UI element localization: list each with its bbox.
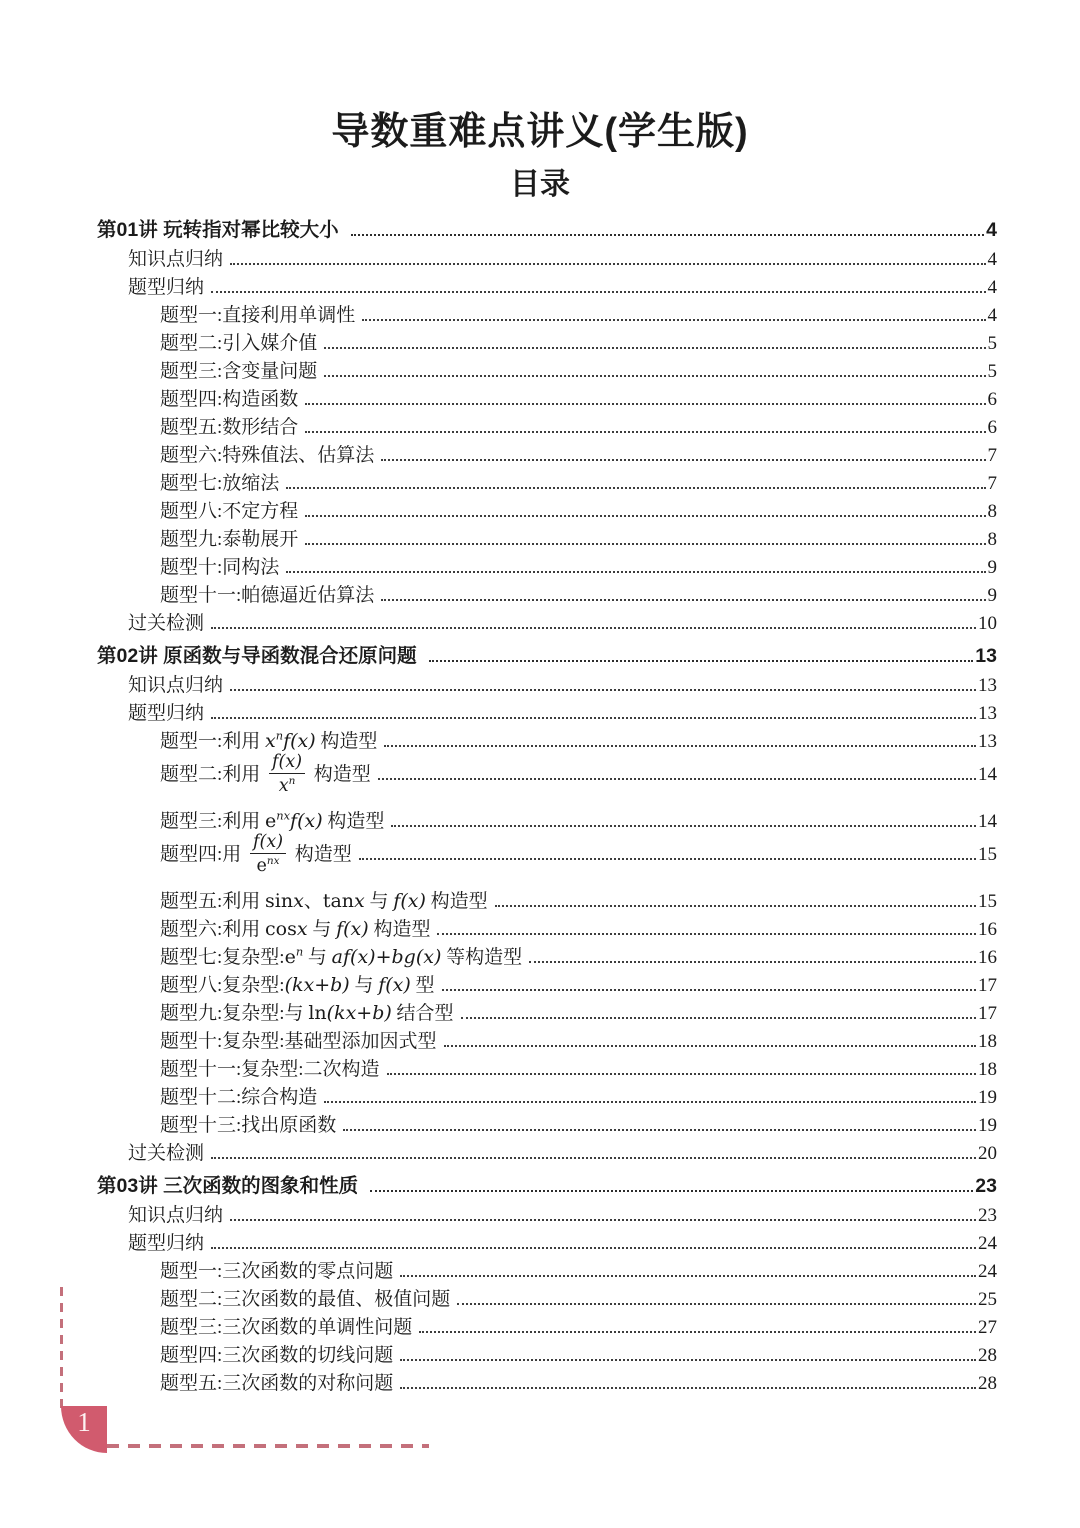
toc-entry-page: 16 <box>978 918 997 940</box>
toc-entry <box>97 806 997 834</box>
toc-entry-page: 6 <box>987 416 997 438</box>
dot-leader <box>384 745 976 747</box>
toc-entry-page: 4 <box>987 304 997 326</box>
toc-entry <box>97 698 997 726</box>
toc-entry-page: 5 <box>987 332 997 354</box>
toc-entry <box>97 552 997 580</box>
dot-leader <box>324 1101 976 1103</box>
toc-entry-page: 19 <box>978 1086 997 1108</box>
toc-entry-page: 13 <box>975 644 997 667</box>
toc-entry-page: 28 <box>978 1344 997 1366</box>
toc-entry-page: 17 <box>978 974 997 996</box>
toc-entry <box>97 670 997 698</box>
toc-entry <box>97 1110 997 1138</box>
dot-leader <box>230 263 985 265</box>
toc-entry <box>97 524 997 552</box>
toc-entry <box>97 1368 997 1396</box>
dot-leader <box>286 487 985 489</box>
toc-entry <box>97 886 997 914</box>
toc-entry-page: 9 <box>987 584 997 606</box>
toc-entry-page: 18 <box>978 1058 997 1080</box>
toc-entry-page: 7 <box>987 472 997 494</box>
dot-leader <box>437 933 976 935</box>
toc-entry-page: 23 <box>978 1204 997 1226</box>
toc-entry-page: 16 <box>978 946 997 968</box>
table-of-contents <box>0 214 1080 1396</box>
toc-entry-label: 题型十:同构法 <box>160 556 280 578</box>
toc-entry <box>97 580 997 608</box>
dot-leader <box>444 1045 976 1047</box>
toc-entry-label: 过关检测 <box>128 612 205 634</box>
dot-leader <box>400 1275 976 1277</box>
toc-chapter-entry <box>97 1170 997 1200</box>
dot-leader <box>442 989 976 991</box>
toc-entry-label: 题型十:复杂型:基础型添加因式型 <box>160 1030 437 1052</box>
toc-entry-label: 题型二:引入媒介值 <box>160 332 318 354</box>
toc-entry <box>97 1200 997 1228</box>
dot-leader <box>362 319 985 321</box>
dot-leader <box>381 599 985 601</box>
toc-entry <box>97 244 997 272</box>
toc-entry <box>97 751 997 806</box>
dot-leader <box>305 543 985 545</box>
page-number-badge-label: 1 <box>77 1407 91 1437</box>
toc-entry-label: 题型四:三次函数的切线问题 <box>160 1344 394 1366</box>
toc-entry <box>97 412 997 440</box>
toc-entry-label: 题型归纳 <box>128 276 205 298</box>
toc-entry-label: 题型十二:综合构造 <box>160 1086 318 1108</box>
dot-leader <box>400 1387 976 1389</box>
toc-entry-label: 题型十三:找出原函数 <box>160 1114 337 1136</box>
toc-entry-label: 题型五:三次函数的对称问题 <box>160 1372 394 1394</box>
dot-leader <box>529 961 976 963</box>
toc-entry-label: 题型五:数形结合 <box>160 416 299 438</box>
toc-entry-label: 题型四:构造函数 <box>160 388 299 410</box>
toc-entry-label: 题型十一:复杂型:二次构造 <box>160 1058 380 1080</box>
toc-entry-page: 10 <box>978 612 997 634</box>
toc-entry <box>97 970 997 998</box>
toc-entry-label: 第03讲 三次函数的图象和性质 <box>97 1174 359 1197</box>
dot-leader <box>429 660 974 662</box>
toc-entry-label: 题型一:三次函数的零点问题 <box>160 1260 394 1282</box>
toc-entry <box>97 1138 997 1166</box>
toc-entry <box>97 726 997 754</box>
toc-chapter-entry <box>97 214 997 244</box>
dot-leader <box>351 234 985 236</box>
toc-entry-page: 13 <box>978 730 997 752</box>
toc-entry <box>97 831 997 886</box>
toc-entry-label: 第02讲 原函数与导函数混合还原问题 <box>97 644 417 667</box>
math-fraction: $\frac{f(x)}{e^{nx}}$ <box>250 832 286 876</box>
toc-entry-page: 8 <box>987 528 997 550</box>
toc-entry-page: 23 <box>975 1174 997 1197</box>
toc-entry-label: 题型四:用 $\frac{f(x)}{e^{nx}}$ 构造型 <box>160 831 352 877</box>
toc-entry-label: 题型九:复杂型:与 ln(kx+b) 结合型 <box>160 1001 454 1024</box>
toc-entry-label: 题型二:三次函数的最值、极值问题 <box>160 1288 451 1310</box>
dot-leader <box>211 627 976 629</box>
toc-entry <box>97 914 997 942</box>
toc-entry-label: 过关检测 <box>128 1142 205 1164</box>
toc-entry-label: 题型二:利用 $\frac{f(x)}{x^n}$ 构造型 <box>160 751 371 797</box>
toc-entry-label: 题型一:利用 $x^nf(x)$ 构造型 <box>160 728 378 752</box>
toc-entry-page: 8 <box>987 500 997 522</box>
toc-entry-label: 题型一:直接利用单调性 <box>160 304 356 326</box>
toc-entry-page: 4 <box>987 248 997 270</box>
toc-entry-label: 题型归纳 <box>128 1232 205 1254</box>
toc-entry <box>97 1256 997 1284</box>
toc-entry-label: 题型六:利用 cosx 与 f(x) 构造型 <box>160 917 431 940</box>
toc-entry <box>97 998 997 1026</box>
toc-entry <box>97 300 997 328</box>
dot-leader <box>343 1129 976 1131</box>
toc-heading: 目录 <box>510 167 570 201</box>
toc-entry <box>97 1284 997 1312</box>
dot-leader <box>370 1190 973 1192</box>
dot-leader <box>211 717 976 719</box>
dot-leader <box>230 1219 976 1221</box>
toc-entry-label: 知识点归纳 <box>128 674 224 696</box>
toc-entry-page: 4 <box>986 218 997 241</box>
toc-entry <box>97 1312 997 1340</box>
toc-entry-page: 6 <box>987 388 997 410</box>
toc-entry-page: 24 <box>978 1260 997 1282</box>
toc-entry <box>97 1082 997 1110</box>
toc-entry <box>97 1054 997 1082</box>
toc-entry-label: 题型五:利用 sinx、tanx 与 f(x) 构造型 <box>160 889 488 912</box>
toc-entry-page: 27 <box>978 1316 997 1338</box>
toc-entry-page: 13 <box>978 702 997 724</box>
dot-leader <box>461 1017 976 1019</box>
dot-leader <box>305 403 985 405</box>
toc-entry-page: 7 <box>987 444 997 466</box>
toc-entry-label: 题型八:复杂型:(kx+b) 与 f(x) 型 <box>160 973 435 996</box>
toc-entry-page: 15 <box>978 890 997 912</box>
toc-entry-page: 17 <box>978 1002 997 1024</box>
toc-entry-page: 15 <box>978 844 997 866</box>
toc-entry <box>97 1228 997 1256</box>
toc-entry <box>97 272 997 300</box>
toc-entry-label: 题型六:特殊值法、估算法 <box>160 444 375 466</box>
dot-leader <box>400 1359 976 1361</box>
dot-leader <box>305 431 985 433</box>
dot-leader <box>230 689 976 691</box>
toc-entry-label: 知识点归纳 <box>128 248 224 270</box>
dot-leader <box>324 347 985 349</box>
toc-chapter-entry <box>97 640 997 670</box>
dot-leader <box>387 1073 976 1075</box>
dot-leader <box>286 571 985 573</box>
toc-entry-page: 24 <box>978 1232 997 1254</box>
toc-entry-label: 题型七:放缩法 <box>160 472 280 494</box>
toc-entry-label: 题型归纳 <box>128 702 205 724</box>
toc-entry <box>97 1026 997 1054</box>
corner-dashed-border-horizontal <box>107 1444 429 1448</box>
toc-entry-label: 题型七:复杂型$:e^n$ 与 af(x)+bg(x) 等构造型 <box>160 944 523 968</box>
toc-entry-page: 4 <box>987 276 997 298</box>
dot-leader <box>211 1157 976 1159</box>
toc-entry-label: 第01讲 玩转指对幂比较大小 <box>97 218 339 241</box>
toc-entry-label: 题型九:泰勒展开 <box>160 528 299 550</box>
toc-entry <box>97 496 997 524</box>
toc-entry-label: 知识点归纳 <box>128 1204 224 1226</box>
toc-entry-page: 28 <box>978 1372 997 1394</box>
corner-dashed-border-vertical <box>60 1287 63 1408</box>
toc-entry-page: 18 <box>978 1030 997 1052</box>
toc-entry <box>97 468 997 496</box>
dot-leader <box>324 375 985 377</box>
dot-leader <box>391 825 976 827</box>
toc-entry <box>97 356 997 384</box>
toc-entry <box>97 384 997 412</box>
toc-entry-label: 题型十一:帕德逼近估算法 <box>160 584 375 606</box>
toc-entry-label: 题型三:含变量问题 <box>160 360 318 382</box>
toc-entry-page: 5 <box>987 360 997 382</box>
dot-leader <box>495 905 976 907</box>
toc-entry-label: 题型三:利用 $e^{nx}f(x)$ 构造型 <box>160 808 385 832</box>
toc-entry <box>97 440 997 468</box>
toc-entry-page: 25 <box>978 1288 997 1310</box>
page-number-badge <box>61 1406 107 1453</box>
dot-leader <box>211 1247 976 1249</box>
toc-entry-page: 19 <box>978 1114 997 1136</box>
dot-leader <box>419 1331 976 1333</box>
dot-leader <box>378 778 976 780</box>
toc-entry-page: 9 <box>987 556 997 578</box>
toc-entry <box>97 1340 997 1368</box>
toc-entry-page: 13 <box>978 674 997 696</box>
toc-entry <box>97 328 997 356</box>
toc-entry <box>97 608 997 636</box>
dot-leader <box>211 291 985 293</box>
dot-leader <box>305 515 985 517</box>
toc-entry-label: 题型三:三次函数的单调性问题 <box>160 1316 413 1338</box>
doc-title: 导数重难点讲义(学生版) <box>331 111 749 153</box>
dot-leader <box>359 858 976 860</box>
toc-entry-page: 14 <box>978 810 997 832</box>
dot-leader <box>381 459 985 461</box>
toc-entry-page: 14 <box>978 764 997 786</box>
toc-entry-label: 题型八:不定方程 <box>160 500 299 522</box>
toc-entry <box>97 942 997 970</box>
math-fraction: $\frac{f(x)}{x^n}$ <box>269 752 305 796</box>
toc-entry-page: 20 <box>978 1142 997 1164</box>
dot-leader <box>457 1303 976 1305</box>
